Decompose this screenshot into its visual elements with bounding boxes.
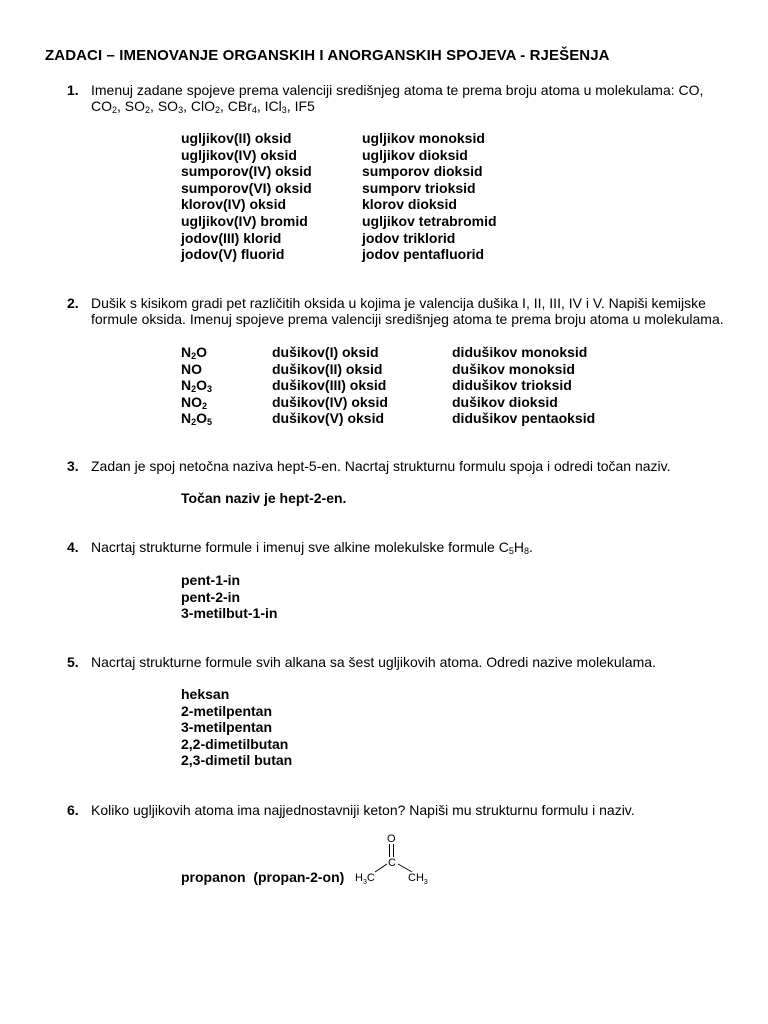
answer-line: dušikov(IV) oksid [272, 393, 388, 410]
answer-line: sumporov(VI) oksid [181, 179, 312, 196]
question-1-line-1: Imenuj zadane spojeve prema valenciji središnjeg atoma te prema broju atoma u molekulama: CO, [91, 82, 704, 98]
question-3-number: 3. [67, 458, 79, 474]
question-5-text: Nacrtaj strukturne formule svih alkana sa šest ugljikovih atoma. Odredi nazive molekulama. [91, 654, 656, 670]
question-3-answer: Točan naziv je hept-2-en. [181, 490, 347, 506]
answer-line: klorov dioksid [362, 196, 457, 213]
answer-line: dušikov(V) oksid [272, 410, 385, 427]
question-2-line-2: formule oksida. Imenuj spojeve prema valenciji središnjeg atoma te prema broju atoma u molekulama. [91, 311, 724, 327]
question-6-answer: propanon (propan-2-on) [181, 869, 345, 885]
question-1-number: 1. [67, 82, 79, 98]
formula: $N_2O_5$ [181, 410, 213, 428]
formula: $NO_2$ [181, 393, 208, 411]
question-2-answers-prefix [452, 344, 595, 427]
answer-line: didušikov trioksid [452, 377, 572, 394]
question-6-number: 6. [67, 802, 79, 818]
methyl-right: $CH_3$ [408, 872, 428, 886]
left-bond [375, 864, 387, 872]
answer-line: 2-metilpentan [181, 702, 273, 719]
question-1-answers-valence [181, 130, 312, 263]
answer-line: dušikov monoksid [452, 360, 575, 377]
answer-line: 3-metilbut-1-in [181, 605, 278, 622]
propanone-structure [352, 830, 436, 886]
answer-line: dušikov dioksid [452, 393, 558, 410]
answer-line: klorov(IV) oksid [181, 196, 287, 213]
question-2-answers-valence [272, 344, 388, 427]
question-4-number: 4. [67, 539, 79, 555]
answer-line: ugljikov(IV) bromid [181, 212, 308, 229]
question-2-text [91, 295, 731, 327]
answer-line: pent-1-in [181, 572, 241, 588]
question-2-number: 2. [67, 295, 79, 311]
answer-line: dušikov(I) oksid [272, 344, 379, 360]
answer-line: 2,2-dimetilbutan [181, 735, 289, 752]
answer-line: heksan [181, 686, 230, 702]
answer-line: ugljikov dioksid [362, 146, 468, 163]
answer-line: ugljikov(IV) oksid [181, 146, 297, 163]
answer-line: didušikov monoksid [452, 344, 588, 360]
question-6-text: Koliko ugljikovih atoma ima najjednostavniji keton? Napiši mu strukturnu formulu i naziv. [91, 802, 635, 818]
answer-line: ugljikov tetrabromid [362, 212, 497, 229]
answer-line: ugljikov monoksid [362, 130, 485, 146]
answer-line: 2,3-dimetil butan [181, 752, 293, 769]
carbonyl-carbon: C [388, 857, 396, 869]
page-title: ZADACI – IMENOVANJE ORGANSKIH I ANORGANSKIH SPOJEVA - RJEŠENJA [45, 47, 610, 64]
answer-line: jodov(V) fluorid [181, 246, 285, 263]
question-5-answers [181, 686, 292, 769]
question-2-formulas [181, 344, 212, 427]
answer-line: didušikov pentaoksid [452, 410, 596, 427]
question-5-number: 5. [67, 654, 79, 670]
right-bond [398, 864, 412, 872]
answer-line: sumporov dioksid [362, 163, 483, 180]
answer-line: ugljikov(II) oksid [181, 130, 292, 146]
answer-line: sumporov(IV) oksid [181, 163, 312, 180]
question-3-text: Zadan je spoj netočna naziva hept-5-en. Nacrtaj strukturnu formulu spoja i odredi točan naziv. [91, 458, 671, 474]
answer-line: pent-2-in [181, 588, 241, 605]
question-4-text: Nacrtaj strukturne formule i imenuj sve alkine molekulske formule $C_5H_8$. [91, 539, 533, 556]
formula: NO [181, 360, 202, 377]
question-1-answers-prefix [362, 130, 497, 263]
formula: $N_2O$ [181, 344, 208, 361]
formula: $N_2O_3$ [181, 377, 213, 395]
question-2-line-1: Dušik s kisikom gradi pet različitih oksida u kojima je valencija dušika I, II, III, IV i V. Napiši kemijske [91, 295, 706, 311]
oxygen-atom: O [387, 833, 396, 845]
question-4-answers [181, 572, 277, 622]
answer-line: sumporv trioksid [362, 179, 476, 196]
answer-line: jodov(III) klorid [181, 229, 282, 246]
question-1-text [91, 82, 731, 114]
question-1-line-2: $CO_2$, $SO_2$, $SO_3$, ClO$_2$, CBr$_4$, ICl$_3$, IF5 [91, 98, 315, 115]
answer-line: 3-metilpentan [181, 719, 273, 736]
answer-line: dušikov(II) oksid [272, 360, 383, 377]
answer-line: jodov pentafluorid [362, 246, 485, 263]
methyl-left: $H_3C$ [355, 872, 375, 886]
answer-line: jodov triklorid [362, 229, 456, 246]
answer-line: dušikov(III) oksid [272, 377, 387, 394]
